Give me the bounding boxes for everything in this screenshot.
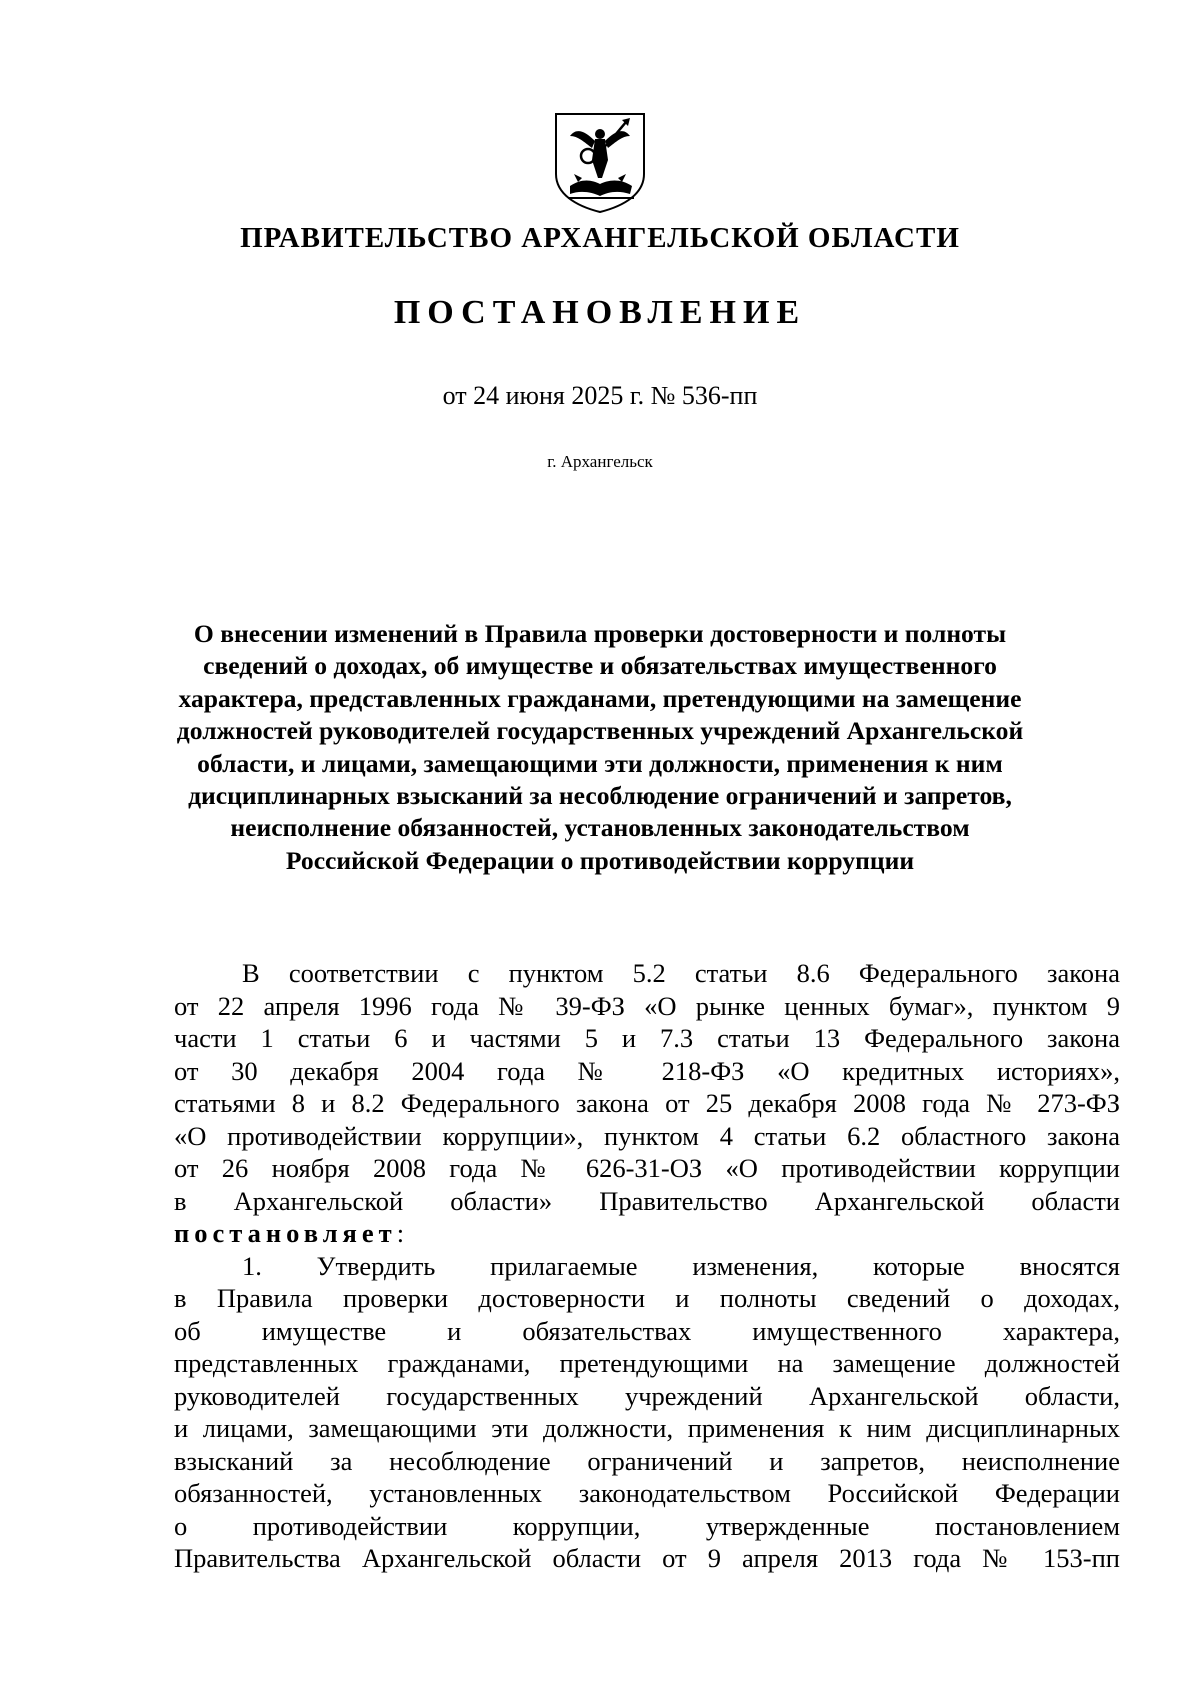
body-line: статьями 8 и 8.2 Федерального закона от 25 декабря 2008 года № 273-ФЗ <box>174 1088 1120 1118</box>
document-body <box>174 957 1120 1575</box>
body-line: от 22 апреля 1996 года № 39-ФЗ «О рынке ценных бумаг», пунктом 9 <box>174 990 1120 1021</box>
body-line: взысканий за несоблюдение ограничений и запретов, неисполнение <box>174 1445 1120 1476</box>
body-line: в Архангельской области» Правительство Архангельской области <box>174 1185 1120 1216</box>
body-line: о противодействии коррупции, утвержденные постановлением <box>174 1510 1120 1541</box>
colon: : <box>396 1218 405 1248</box>
resolution-line <box>174 1217 1120 1250</box>
subject-line: области, и лицами, замещающими эти должности, применения к ним <box>197 748 1003 778</box>
body-line: части 1 статьи 6 и частями 5 и 7.3 статьи 13 Федерального закона <box>174 1023 1120 1053</box>
subject-line: дисциплинарных взысканий за несоблюдение ограничений и запретов, <box>188 781 1012 811</box>
body-line: от 26 ноября 2008 года № 626-31-ОЗ «О противодействии коррупции <box>174 1153 1120 1183</box>
subject-line: должностей руководителей государственных учреждений Архангельской <box>176 716 1024 746</box>
body-line: представленных гражданами, претендующими на замещение должностей <box>174 1348 1120 1378</box>
body-line: Правительства Архангельской области от 9 апреля 2013 года № 153-пп <box>174 1543 1120 1573</box>
body-line: обязанностей, установленных законодательством Российской Федерации <box>174 1478 1120 1508</box>
subject-line: неисполнение обязанностей, установленных законодательством <box>230 813 970 843</box>
body-line: от 30 декабря 2004 года № 218-ФЗ «О кредитных историях», <box>174 1055 1120 1086</box>
government-title: ПРАВИТЕЛЬСТВО АРХАНГЕЛЬСКОЙ ОБЛАСТИ <box>240 222 960 254</box>
document-date-number: от 24 июня 2025 г. № 536-пп <box>442 381 758 410</box>
body-line: «О противодействии коррупции», пунктом 4 статьи 6.2 областного закона <box>174 1120 1120 1151</box>
body-line: в Правила проверки достоверности и полноты сведений о доходах, <box>174 1283 1120 1313</box>
subject-line: Российской Федерации о противодействии коррупции <box>285 845 915 875</box>
body-line: 1. Утвердить прилагаемые изменения, которые вносятся <box>242 1250 1120 1281</box>
subject-line: характера, представленных гражданами, претендующими на замещение <box>178 683 1022 713</box>
body-line: об имуществе и обязательствах имущественного характера, <box>174 1315 1120 1346</box>
document-city: г. Архангельск <box>547 452 653 471</box>
body-line: руководителей государственных учреждений Архангельской области, <box>174 1380 1120 1411</box>
document-subject <box>150 618 1050 877</box>
body-line: и лицами, замещающими эти должности, применения к ним дисциплинарных <box>174 1413 1120 1443</box>
document-type: ПОСТАНОВЛЕНИЕ <box>393 294 807 331</box>
resolves-word: постановляет <box>174 1218 397 1248</box>
subject-line: О внесении изменений в Правила проверки достоверности и полноты <box>193 619 1007 648</box>
subject-line: сведений о доходах, об имуществе и обязательствах имущественного <box>203 651 997 681</box>
body-line: В соответствии с пунктом 5.2 статьи 8.6 Федерального закона <box>242 958 1120 988</box>
coat-of-arms-icon <box>548 108 652 216</box>
